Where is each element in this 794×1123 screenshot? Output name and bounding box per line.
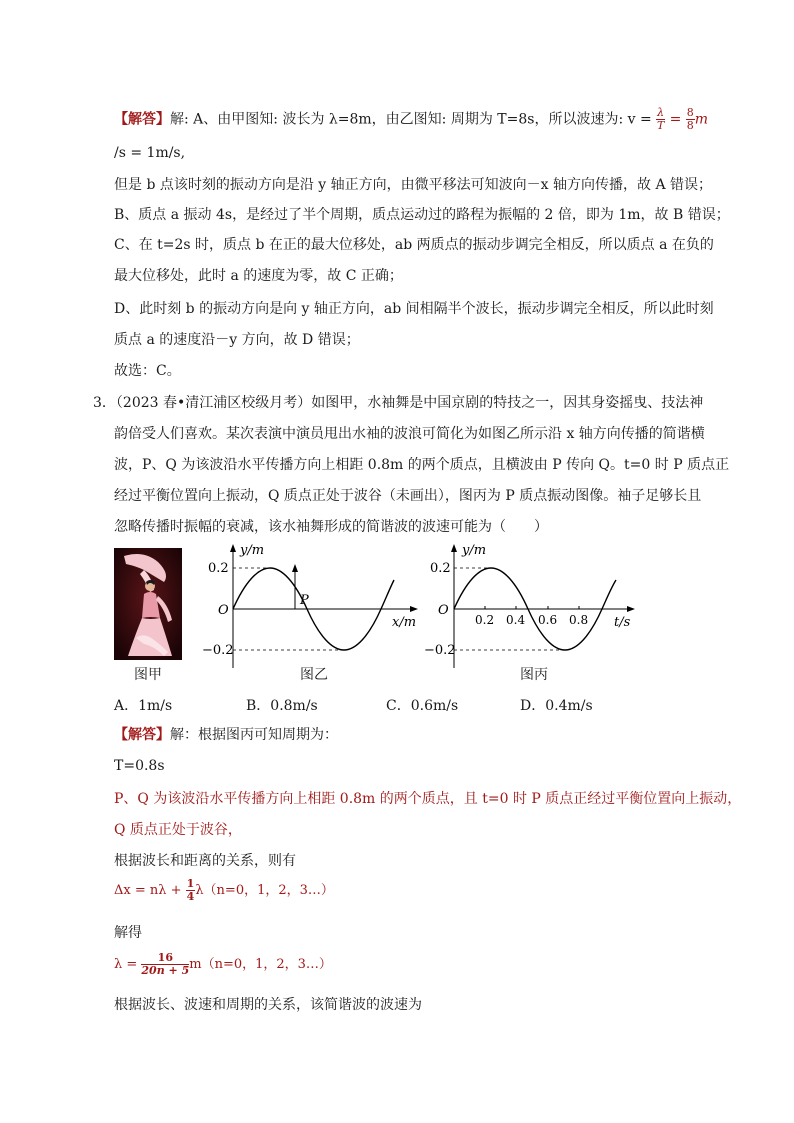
t-tick: 0.8 <box>569 613 589 627</box>
y-tick-top: 0.2 <box>430 561 451 576</box>
t-tick: 0.4 <box>506 613 526 627</box>
option-c[interactable]: C．0.6m/s <box>386 698 459 714</box>
answer-tag: 【解答】 <box>114 111 170 128</box>
y-tick-bottom: −0.2 <box>202 643 234 658</box>
equation-delta-x: Δx = nλ + $\frac{1}{4}$ λ（n=0，1，2，3…） <box>114 877 334 903</box>
answer1-line6: D、此时刻 b 的振动方向是向 y 轴正方向，ab 间相隔半个波长，振动步调完全相反，所以此时刻 <box>114 301 714 317</box>
equation-lambda: λ = $\frac{16}{20n + 5}$ m（n=0，1，2，3…） <box>114 951 332 977</box>
question3-line1: 3．（2023 春•清江浦区校级月考）如图甲，水袖舞是中国京剧的特技之一，因其身姿摇曳、技法神 <box>93 395 704 411</box>
y-axis-label: y/m <box>240 543 265 558</box>
answer1-line8: 故选：C。 <box>114 363 181 379</box>
answer3-line3: P、Q 为该波沿水平传播方向上相距 0.8m 的两个质点，且 t=0 时 P 质点正经过平衡位置向上振动， <box>114 791 742 807</box>
option-b[interactable]: B．0.8m/s <box>246 698 318 714</box>
answer-tag: 【解答】 <box>114 727 170 743</box>
question3-line4: 经过平衡位置向上振动，Q 质点正处于波谷（未画出），图丙为 P 质点振动图像。袖子足够长且 <box>114 488 702 504</box>
answer3-line2: T=0.8s <box>114 758 165 774</box>
question-number: 3． <box>93 395 116 411</box>
t-tick: 0.6 <box>538 613 558 627</box>
question3-line5: 忽略传播时振幅的衰减，该水袖舞形成的简谐波的波速可能为（ ） <box>114 519 548 535</box>
option-a[interactable]: A．1m/s <box>114 698 173 714</box>
answer1-line2: 但是 b 点该时刻的振动方向是沿 y 轴正方向，由微平移法可知波向－x 轴方向传播，故 A 错误； <box>114 177 713 193</box>
answer3-line6: 解得 <box>114 925 142 941</box>
t-axis-label: t/s <box>614 615 631 630</box>
option-d[interactable]: D．0.4m/s <box>520 698 593 714</box>
answer3-line1: 【解答】解：根据图丙可知周期为： <box>114 727 338 743</box>
caption-jia: 图甲 <box>134 667 162 683</box>
question3-line2: 韵倍受人们喜欢。某次表演中演员甩出水袖的波浪可简化为如图乙所示沿 x 轴方向传播的简谐横 <box>114 426 705 442</box>
point-p-label: P <box>300 593 309 608</box>
question3-line3: 波，P、Q 为该波沿水平传播方向上相距 0.8m 的两个质点，且横波由 P 传向 Q。t=0 时 P 质点正 <box>114 457 730 473</box>
origin-label: O <box>438 603 449 618</box>
answer3-line5: 根据波长和距离的关系，则有 <box>114 853 296 869</box>
t-tick: 0.2 <box>475 613 495 627</box>
wave-graph-yi <box>196 540 424 680</box>
answer3-line4: Q 质点正处于波谷， <box>114 822 242 838</box>
origin-label: O <box>218 603 229 618</box>
caption-yi: 图乙 <box>300 667 328 683</box>
answer3-line7: 根据波长、波速和周期的关系，该简谐波的波速为 <box>114 997 422 1013</box>
fraction-8-over-8: $\frac{8}{8}$ <box>686 106 694 132</box>
answer1-line7: 质点 a 的速度沿－y 方向，故 D 错误； <box>114 332 360 348</box>
vibration-graph-bing <box>418 540 648 680</box>
fraction-lambda-over-t: $\frac{\lambda}{T}$ <box>656 106 665 132</box>
y-axis-label: y/m <box>462 543 487 558</box>
x-axis-label: x/m <box>392 615 417 630</box>
answer1-line4: C、在 t=2s 时，质点 b 在正的最大位移处，ab 两质点的振动步调完全相反，所以质点 a 在负的 <box>114 237 714 253</box>
y-tick-bottom: −0.2 <box>424 643 456 658</box>
answer1-line3: B、质点 a 振动 4s，是经过了半个周期，质点运动过的路程为振幅的 2 倍，即为 1m，故 B 错误； <box>114 207 730 223</box>
answer1-line1: 【解答】解: A、由甲图知: 波长为 λ=8m，由乙图知: 周期为 T=8s，所以波速为: v = $\frac{\lambda}{T}$ = $\frac{8}{8}$ m <box>114 106 709 132</box>
answer1-line1b: /s = 1m/s, <box>114 145 186 161</box>
dancer-image <box>114 548 182 660</box>
caption-bing: 图丙 <box>520 667 548 683</box>
answer1-line5: 最大位移处，此时 a 的速度为零，故 C 正确； <box>114 268 403 284</box>
y-tick-top: 0.2 <box>208 561 229 576</box>
